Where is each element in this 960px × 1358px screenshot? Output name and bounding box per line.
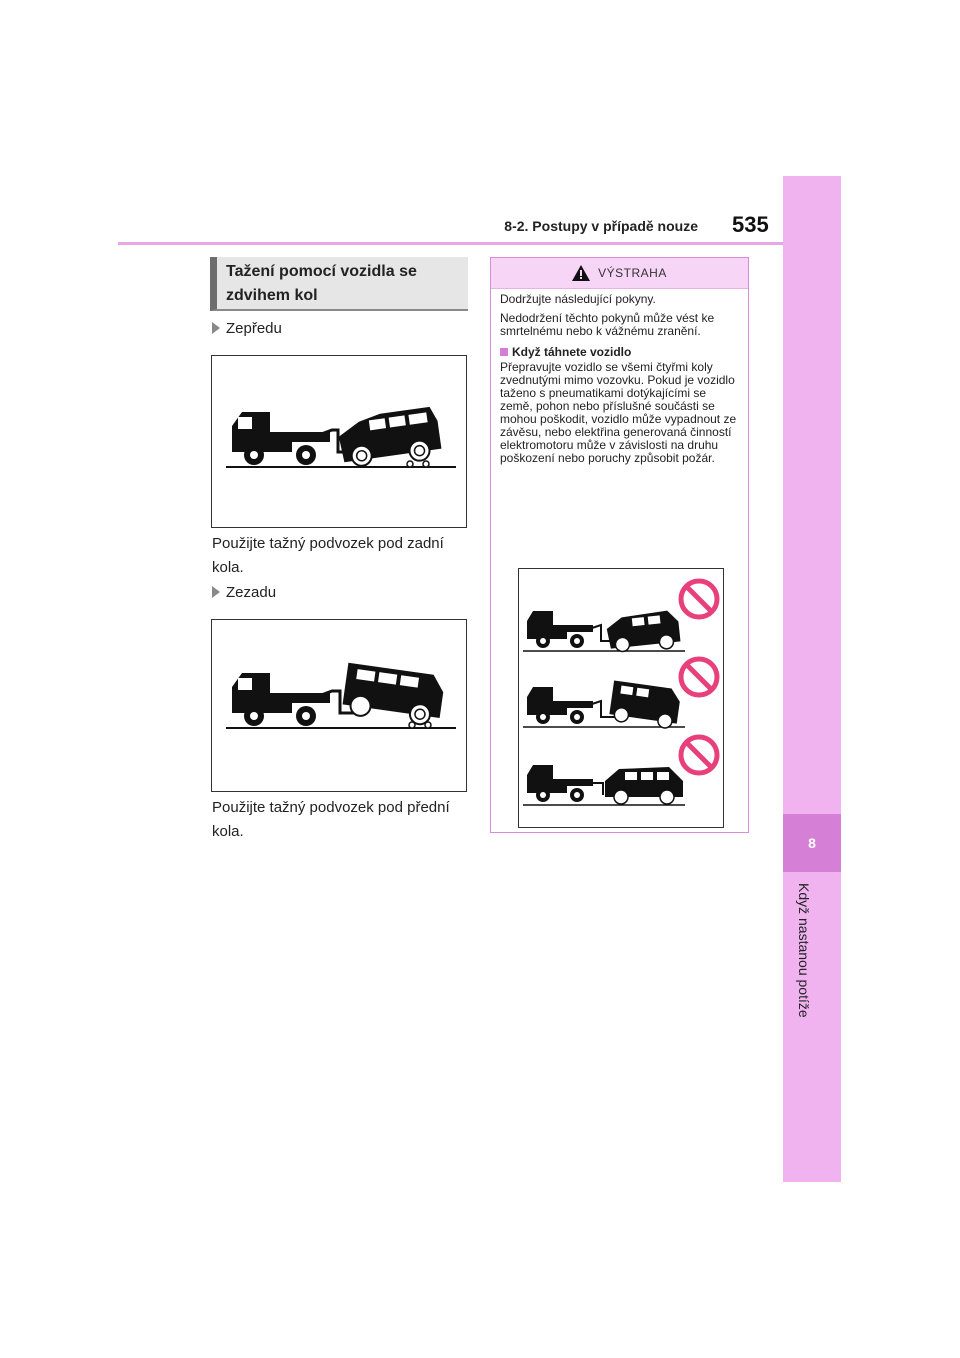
- warning-triangle-icon: [572, 265, 590, 281]
- prohibited-towing-figure: [518, 568, 724, 828]
- warning-intro: Dodržujte následující pokyny.: [500, 292, 656, 306]
- bullet-rear: [212, 584, 276, 601]
- bullet-label: Zepředu: [226, 320, 282, 337]
- warning-box: [490, 257, 749, 833]
- warning-header: [491, 258, 748, 289]
- warning-body: [491, 289, 748, 465]
- warning-text: Přepravujte vozidlo se všemi čtyřmi koly zvednutými mimo vozovku. Pokud je vozidlo taženo s pneumatikami dotýkajícími se země, pohon nebo příslušné součásti se mohou poškodit, vozidlo může vypadnout ze závěsu, nebo elektřina generovaná činností elektromotoru může v závislosti na druhu poškození nebo poruchy způsobit požár.: [500, 360, 737, 465]
- warning-subheading-text: Když táhnete vozidlo: [512, 345, 632, 359]
- chapter-side-tab: [783, 176, 841, 1182]
- caption-rear: Použijte tažný podvozek pod přední kola.: [212, 799, 450, 840]
- caption-front: Použijte tažný podvozek pod zadní kola.: [212, 535, 444, 576]
- wheel-lift-rear-illustration: [212, 620, 466, 791]
- bullet-arrow-icon: [212, 586, 220, 598]
- header-section-title: 8-2. Postupy v případě nouze: [504, 218, 698, 234]
- square-bullet-icon: [500, 348, 508, 356]
- figure-front-tow: [211, 355, 467, 528]
- bullet-arrow-icon: [212, 322, 220, 334]
- header-rule: [118, 242, 783, 245]
- wheel-lift-front-illustration: [212, 356, 466, 527]
- warning-subheading: [500, 346, 739, 359]
- section-title: Tažení pomocí vozidla se zdvihem kol: [226, 263, 417, 304]
- page-number: 535: [732, 212, 769, 237]
- warning-title: VÝSTRAHA: [598, 266, 667, 280]
- figure-rear-tow: [211, 619, 467, 792]
- section-heading-box: [210, 257, 468, 311]
- chapter-title: Když nastanou potíže: [796, 883, 812, 1018]
- chapter-number: 8: [783, 814, 841, 872]
- bullet-front: [212, 320, 282, 337]
- bullet-label: Zezadu: [226, 584, 277, 601]
- warning-consequence: Nedodržení těchto pokynů může vést ke smrtelnému nebo k vážnému zranění.: [500, 311, 715, 338]
- prohibited-towing-illustration: [519, 569, 723, 827]
